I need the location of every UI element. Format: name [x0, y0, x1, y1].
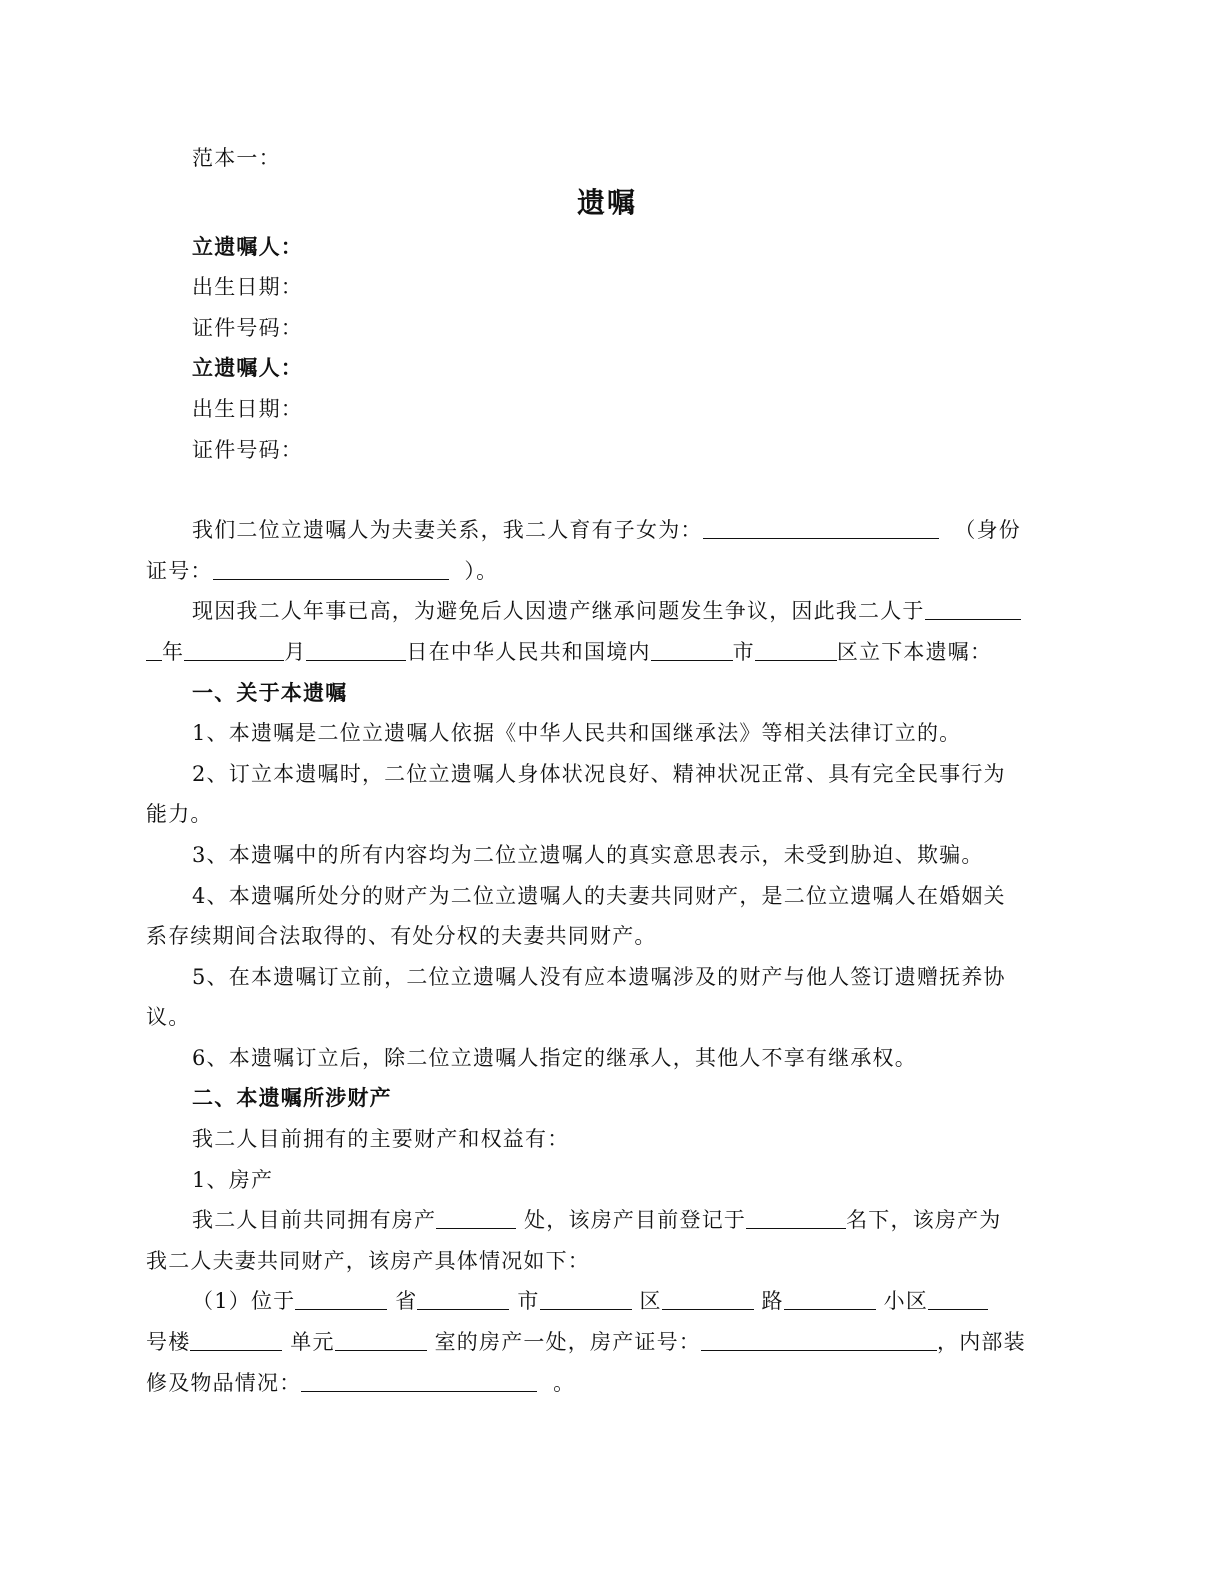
section2-sub1: 1、房产 [192, 1167, 274, 1192]
testator1-birth: 出生日期： [192, 275, 303, 300]
address-text: 。 [553, 1370, 576, 1395]
address-text: 路 [761, 1289, 784, 1314]
intro-text: 区立下本遗嘱： [836, 639, 993, 664]
address-text: （1）位于 [192, 1289, 296, 1314]
section1-item4-line1: 4、本遗嘱所处分的财产为二位立遗嘱人的夫妻共同财产，是二位立遗嘱人在婚姻关 [192, 883, 1006, 908]
city-blank [651, 640, 733, 661]
province-blank [295, 1289, 387, 1310]
road2-blank [784, 1289, 876, 1310]
month-blank [184, 640, 284, 661]
intro-text: ）。 [464, 558, 499, 583]
owner-name-blank [746, 1208, 846, 1229]
address-line3 [146, 1363, 1068, 1404]
intro-paragraph2-line2 [146, 632, 1068, 673]
section2-heading: 二、本遗嘱所涉财产 [192, 1086, 392, 1111]
sample-label: 范本一： [192, 146, 281, 170]
id-number-blank [213, 559, 449, 580]
address-text: 市 [517, 1289, 540, 1314]
intro-text: （身份 [954, 518, 1021, 543]
unit-blank [335, 1330, 427, 1351]
address-text: 区 [639, 1289, 662, 1314]
address-text: 修及物品情况： [146, 1370, 302, 1395]
day-blank [306, 640, 406, 661]
intro-text: 市 [732, 639, 755, 664]
decoration-blank [301, 1371, 537, 1392]
address-text: 小区 [883, 1289, 929, 1314]
testator1-id: 证件号码： [192, 315, 303, 340]
property-text: 处，该房产目前登记于 [524, 1208, 747, 1233]
intro-paragraph-line2 [146, 551, 1068, 592]
year-blank-part2 [146, 640, 162, 661]
section1-item2-line1: 2、订立本遗嘱时，二位立遗嘱人身体状况良好、精神状况正常、具有完全民事行为 [192, 761, 1006, 786]
section1-heading: 一、关于本遗嘱 [192, 680, 348, 705]
section1-item5-line1: 5、在本遗嘱订立前，二位立遗嘱人没有应本遗嘱涉及的财产与他人签订遗赠抚养协 [192, 964, 1006, 989]
city-blank [417, 1289, 509, 1310]
certificate-number-blank [701, 1330, 937, 1351]
spacer [146, 470, 1068, 510]
intro-text: 日在中华人民共和国境内 [406, 639, 651, 664]
address-line2 [146, 1322, 1068, 1363]
district-blank [755, 640, 837, 661]
testator2-birth: 出生日期： [192, 396, 303, 421]
property-count-blank [436, 1208, 516, 1229]
intro-text: 现因我二人年事已高，为避免后人因遗产继承问题发生争议，因此我二人于 [192, 599, 925, 624]
section1-item3: 3、本遗嘱中的所有内容均为二位立遗嘱人的真实意思表示，未受到胁迫、欺骗。 [192, 842, 984, 867]
intro-text: 证号： [146, 558, 213, 583]
road-blank [662, 1289, 754, 1310]
intro-text: 月 [284, 639, 307, 664]
district-blank [540, 1289, 632, 1310]
testator2-label: 立遗嘱人： [192, 356, 303, 381]
address-text: 室的房产一处，房产证号： [434, 1330, 701, 1355]
section1-item2-line2: 能力。 [146, 802, 213, 827]
year-blank-part1 [925, 599, 1021, 620]
section1-item4-line2: 系存续期间合法取得的、有处分权的夫妻共同财产。 [146, 924, 657, 949]
intro-paragraph2-line1 [146, 591, 1068, 632]
address-text: 单元 [290, 1330, 335, 1355]
property-paragraph-line2: 我二人夫妻共同财产，该房产具体情况如下： [146, 1248, 590, 1273]
address-text: ，内部装 [937, 1330, 1026, 1355]
testator2-id: 证件号码： [192, 437, 303, 462]
intro-text: 年 [162, 639, 185, 664]
property-text: 名下，该房产为 [846, 1208, 1002, 1233]
intro-paragraph-line1 [146, 510, 1068, 551]
property-text: 我二人目前共同拥有房产 [192, 1208, 437, 1233]
property-paragraph-line1 [146, 1200, 1068, 1241]
section1-item1: 1、本遗嘱是二位立遗嘱人依据《中华人民共和国继承法》等相关法律订立的。 [192, 721, 962, 746]
building-blank [190, 1330, 282, 1351]
testator1-label: 立遗嘱人： [192, 234, 303, 259]
section1-item6: 6、本遗嘱订立后，除二位立遗嘱人指定的继承人，其他人不享有继承权。 [192, 1045, 917, 1070]
address-text: 省 [395, 1289, 418, 1314]
intro-text: 我们二位立遗嘱人为夫妻关系，我二人育有子女为： [192, 518, 703, 543]
section2-intro: 我二人目前拥有的主要财产和权益有： [192, 1127, 570, 1152]
children-name-blank [703, 518, 939, 539]
address-line1 [146, 1281, 1068, 1322]
section1-item5-line2: 议。 [146, 1005, 191, 1030]
address-text: 号楼 [146, 1330, 191, 1355]
complex-blank [928, 1289, 988, 1310]
document-title: 遗嘱 [576, 185, 637, 219]
